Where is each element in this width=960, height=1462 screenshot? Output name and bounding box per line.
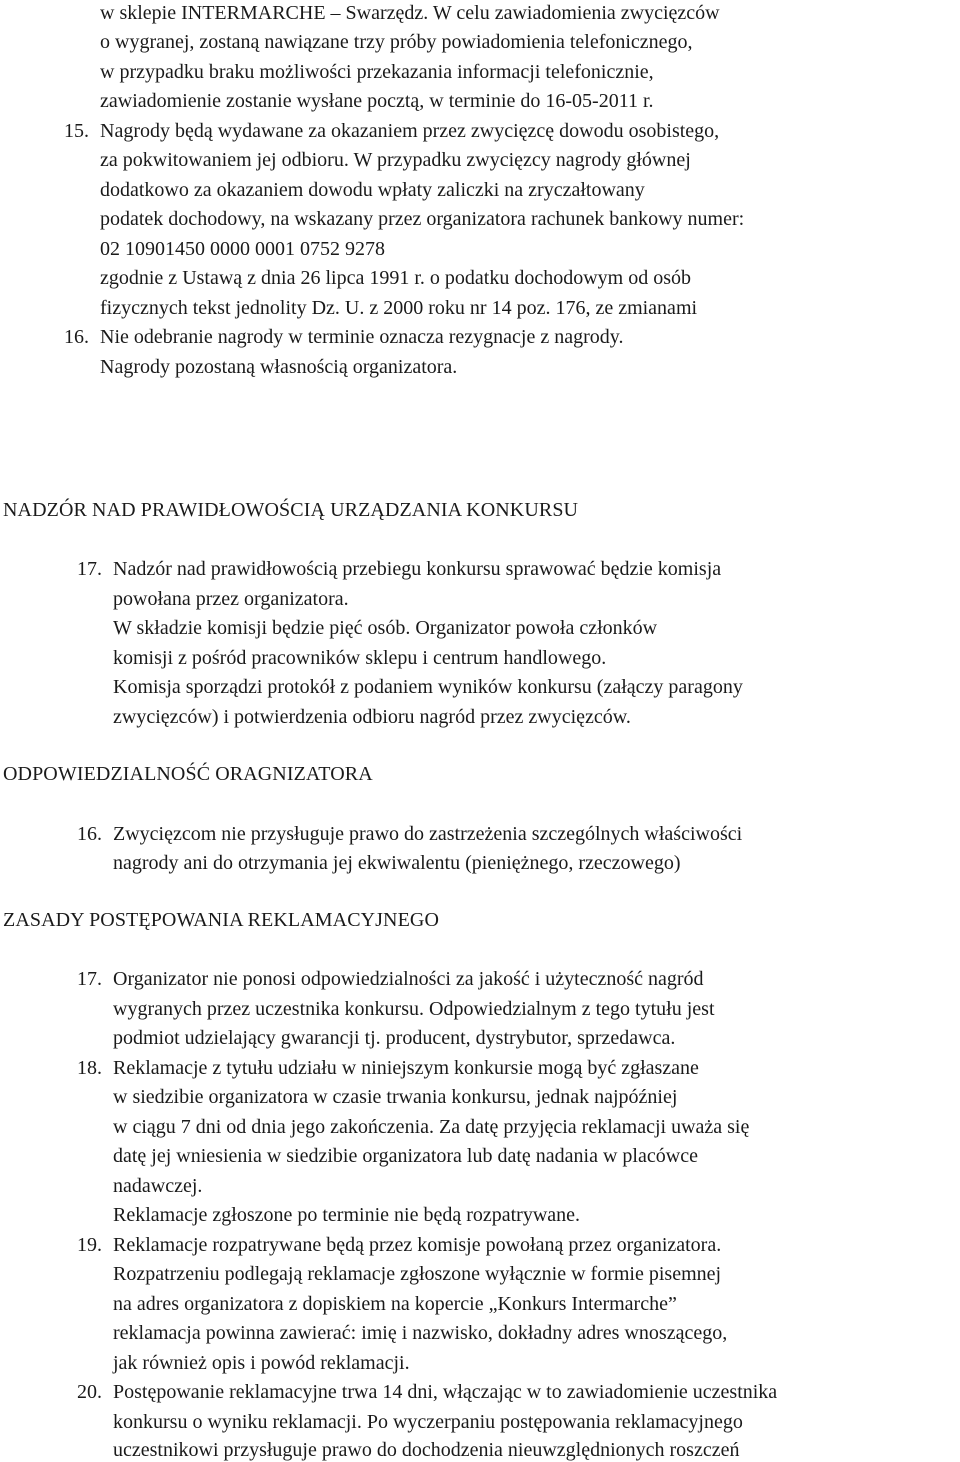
text-line: Reklamacje rozpatrywane będą przez komisje powołaną przez organizatora.: [113, 1234, 722, 1256]
section-heading-supervision: NADZÓR NAD PRAWIDŁOWOŚCIĄ URZĄDZANIA KONKURSU: [3, 499, 579, 521]
text-line: Nie odebranie nagrody w terminie oznacza rezygnacje z nagrody.: [100, 326, 624, 348]
text-line: reklamacja powinna zawierać: imię i nazwisko, dokładny adres wnoszącego,: [113, 1322, 728, 1344]
section-heading-responsibility: ODPOWIEDZIALNOŚĆ ORAGNIZATORA: [3, 763, 373, 785]
text-line: dodatkowo za okazaniem dowodu wpłaty zaliczki na zryczałtowany: [100, 179, 645, 201]
item-number: 17.: [77, 558, 102, 580]
text-line: uczestnikowi przysługuje prawo do dochodzenia nieuwzględnionych roszczeń: [113, 1439, 740, 1461]
text-line: Reklamacje zgłoszone po terminie nie będą rozpatrywane.: [113, 1204, 581, 1226]
text-line: podmiot udzielający gwarancji tj. producent, dystrybutor, sprzedawca.: [113, 1027, 676, 1049]
text-line: W składzie komisji będzie pięć osób. Organizator powoła członków: [113, 617, 658, 639]
text-line: 02 10901450 0000 0001 0752 9278: [100, 238, 385, 260]
text-line: Nagrody będą wydawane za okazaniem przez zwycięzcę dowodu osobistego,: [100, 120, 720, 142]
text-line: powołana przez organizatora.: [113, 588, 349, 610]
text-line: za pokwitowaniem jej odbioru. W przypadku zwycięzcy nagrody głównej: [100, 149, 691, 171]
text-line: w sklepie INTERMARCHE – Swarzędz. W celu zawiadomienia zwycięzców: [100, 2, 720, 24]
text-line: Komisja sporządzi protokół z podaniem wyników konkursu (załączy paragony: [113, 676, 743, 698]
text-line: Reklamacje z tytułu udziału w niniejszym konkursie mogą być zgłaszane: [113, 1057, 699, 1079]
text-line: na adres organizatora z dopiskiem na kopercie „Konkurs Intermarche”: [113, 1293, 677, 1315]
text-line: Rozpatrzeniu podlegają reklamacje zgłoszone wyłącznie w formie pisemnej: [113, 1263, 722, 1285]
text-line: Nagrody pozostaną własnością organizatora.: [100, 356, 458, 378]
text-line: w siedzibie organizatora w czasie trwania konkursu, jednak najpóźniej: [113, 1086, 678, 1108]
item-number: 16.: [64, 326, 89, 348]
text-line: Organizator nie ponosi odpowiedzialności za jakość i użyteczność nagród: [113, 968, 704, 990]
item-number: 15.: [64, 120, 89, 142]
text-line: Nadzór nad prawidłowością przebiegu konkursu sprawować będzie komisja: [113, 558, 722, 580]
text-line: komisji z pośród pracowników sklepu i centrum handlowego.: [113, 647, 607, 669]
text-line: jak również opis i powód reklamacji.: [113, 1352, 410, 1374]
text-line: w ciągu 7 dni od dnia jego zakończenia. Za datę przyjęcia reklamacji uważa się: [113, 1116, 750, 1138]
text-line: fizycznych tekst jednolity Dz. U. z 2000 roku nr 14 poz. 176, ze zmianami: [100, 297, 698, 319]
text-line: wygranych przez uczestnika konkursu. Odpowiedzialnym z tego tytułu jest: [113, 998, 715, 1020]
text-line: Postępowanie reklamacyjne trwa 14 dni, włączając w to zawiadomienie uczestnika: [113, 1381, 778, 1403]
text-line: zwycięzców) i potwierdzenia odbioru nagród przez zwycięzców.: [113, 706, 631, 728]
item-number: 17.: [77, 968, 102, 990]
text-line: o wygranej, zostaną nawiązane trzy próby powiadomienia telefonicznego,: [100, 31, 693, 53]
text-line: datę jej wniesienia w siedzibie organizatora lub datę nadania w placówce: [113, 1145, 698, 1167]
text-line: konkursu o wyniku reklamacji. Po wyczerpaniu postępowania reklamacyjnego: [113, 1411, 743, 1433]
text-line: nagrody ani do otrzymania jej ekwiwalentu (pieniężnego, rzeczowego): [113, 852, 681, 874]
text-line: Zwycięzcom nie przysługuje prawo do zastrzeżenia szczególnych właściwości: [113, 823, 743, 845]
text-line: nadawczej.: [113, 1175, 203, 1197]
text-line: podatek dochodowy, na wskazany przez organizatora rachunek bankowy numer:: [100, 208, 745, 230]
text-line: zgodnie z Ustawą z dnia 26 lipca 1991 r. o podatku dochodowym od osób: [100, 267, 691, 289]
text-line: zawiadomienie zostanie wysłane pocztą, w terminie do 16-05-2011 r.: [100, 90, 654, 112]
item-number: 19.: [77, 1234, 102, 1256]
item-number: 16.: [77, 823, 102, 845]
section-heading-complaints: ZASADY POSTĘPOWANIA REKLAMACYJNEGO: [3, 909, 440, 931]
text-line: w przypadku braku możliwości przekazania informacji telefonicznie,: [100, 61, 654, 83]
item-number: 18.: [77, 1057, 102, 1079]
item-number: 20.: [77, 1381, 102, 1403]
